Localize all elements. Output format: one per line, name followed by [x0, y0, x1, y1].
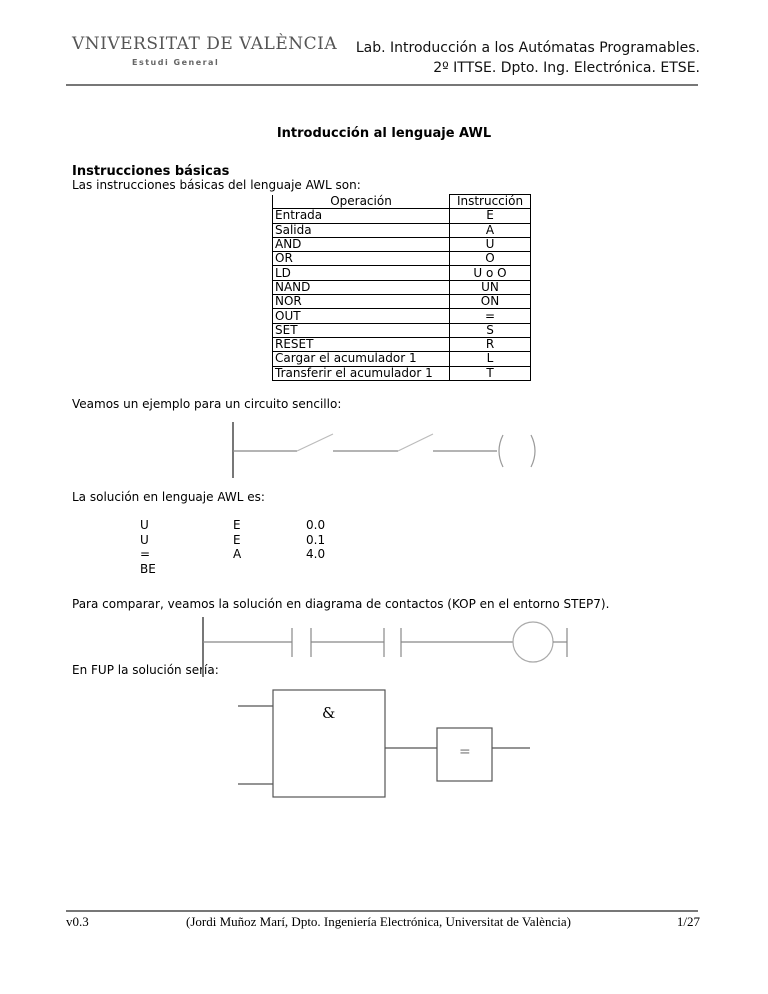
- awl-address: 0.0: [306, 518, 326, 532]
- operation-cell: NAND: [273, 280, 450, 294]
- instruction-cell: L: [450, 352, 531, 366]
- footer-author: (Jordi Muñoz Marí, Dpto. Ingeniería Electrónica, Universitat de València): [186, 914, 571, 929]
- fup-and-symbol: &: [322, 704, 336, 722]
- page-title: Introducción al lenguaje AWL: [276, 126, 492, 141]
- column-header-instruction: Instrucción: [450, 195, 531, 209]
- example-text: Veamos un ejemplo para un circuito sencillo:: [72, 397, 342, 411]
- awl-address: 4.0: [306, 547, 326, 561]
- instruction-cell: ON: [450, 295, 531, 309]
- operation-cell: AND: [273, 237, 450, 251]
- kop-diagram: [203, 617, 567, 677]
- operation-cell: LD: [273, 266, 450, 280]
- operation-cell: NOR: [273, 295, 450, 309]
- university-logo-subtitle: Estudi General: [132, 58, 220, 67]
- footer-page-number: 1/27: [676, 914, 700, 929]
- operation-cell: OUT: [273, 309, 450, 323]
- instruction-cell: O: [450, 252, 531, 266]
- instruction-cell: E: [450, 209, 531, 223]
- intro-text: Las instrucciones básicas del lenguaje AWL son:: [72, 178, 361, 192]
- operation-cell: Transferir el acumulador 1: [273, 366, 450, 380]
- fup-text: En FUP la solución sería:: [72, 663, 219, 677]
- awl-opcode: BE: [140, 561, 156, 576]
- column-header-operation: Operación: [273, 195, 450, 209]
- ladder-circuit-diagram: [233, 422, 535, 478]
- operation-cell: Cargar el acumulador 1: [273, 352, 450, 366]
- awl-opcode: =: [140, 547, 151, 561]
- awl-operand: E: [233, 532, 241, 547]
- operation-cell: RESET: [273, 337, 450, 351]
- instruction-cell: T: [450, 366, 531, 380]
- instruction-cell: UN: [450, 280, 531, 294]
- instruction-cell: S: [450, 323, 531, 337]
- awl-address: 0.1: [306, 532, 326, 547]
- awl-operand: A: [233, 547, 242, 561]
- operation-cell: Salida: [273, 223, 450, 237]
- footer-divider: [66, 910, 698, 912]
- solution-text: La solución en lenguaje AWL es:: [72, 490, 265, 504]
- fup-diagram: [238, 690, 530, 797]
- fup-assign-symbol: =: [459, 744, 471, 760]
- awl-operand: E: [233, 518, 241, 532]
- header-line-1: Lab. Introducción a los Autómatas Programables.: [355, 40, 700, 56]
- instruction-cell: A: [450, 223, 531, 237]
- instruction-cell: =: [450, 309, 531, 323]
- footer-version: v0.3: [66, 914, 89, 929]
- operation-cell: Entrada: [273, 209, 450, 223]
- awl-opcode: U: [140, 518, 149, 532]
- instruction-cell: U o O: [450, 266, 531, 280]
- instruction-cell: U: [450, 237, 531, 251]
- instruction-cell: R: [450, 337, 531, 351]
- university-logo: VNIVERSITAT DE VALÈNCIA: [72, 34, 338, 54]
- operation-cell: OR: [273, 252, 450, 266]
- header-line-2: 2º ITTSE. Dpto. Ing. Electrónica. ETSE.: [433, 60, 700, 76]
- operation-cell: SET: [273, 323, 450, 337]
- awl-opcode: U: [140, 532, 149, 547]
- section-heading: Instrucciones básicas: [72, 164, 230, 179]
- kop-text: Para comparar, veamos la solución en diagrama de contactos (KOP en el entorno STEP7).: [72, 597, 610, 611]
